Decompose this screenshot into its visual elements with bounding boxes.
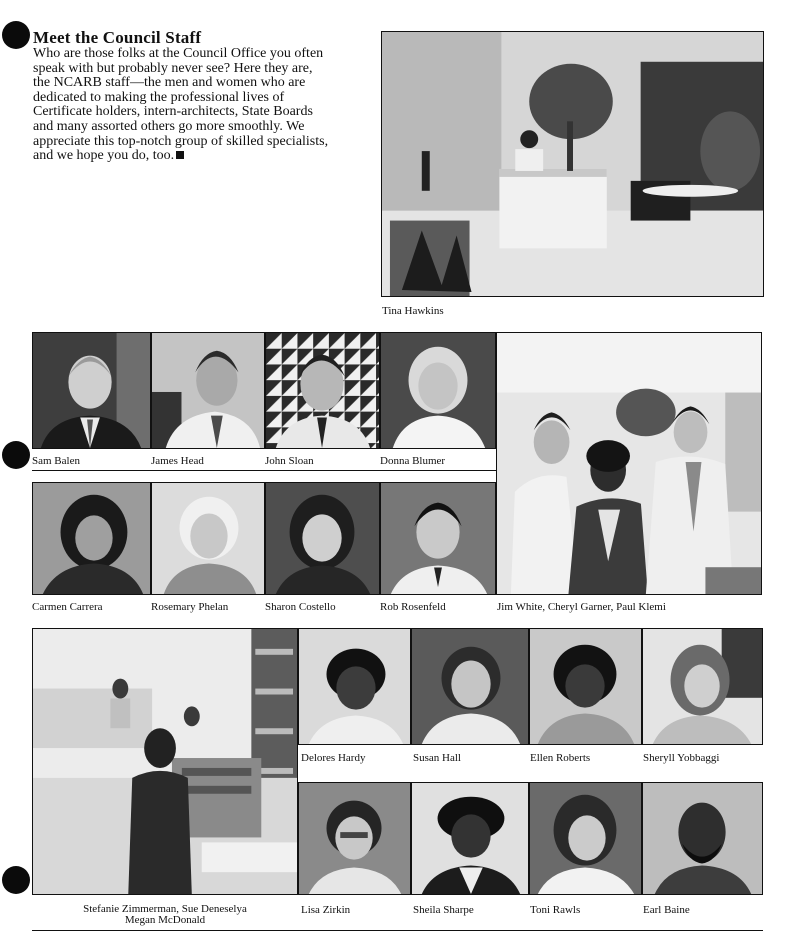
caption-office-group <box>32 904 298 926</box>
caption-ellen-roberts: Ellen Roberts <box>530 752 591 764</box>
portrait-susan-hall <box>411 628 529 745</box>
caption-james-head: James Head <box>151 455 204 467</box>
section-bullet-middle <box>2 441 30 469</box>
portrait-sheila-sharpe <box>411 782 529 895</box>
caption-lisa-zirkin: Lisa Zirkin <box>301 904 351 916</box>
intro-text: Who are those folks at the Council Office you often speak with but probably never see? Here they are, the NCARB staff—the men and women who are dedicated to making the professional lives of Certificate holders, intern-architects, State Boards and many assorted others go more smoothly. We appreciate this top-notch group of skilled specialists, and we hope you do, too. <box>33 46 329 164</box>
portrait-sharon-costello <box>265 482 380 595</box>
section-bullet-bottom <box>2 866 30 894</box>
portrait-lisa-zirkin <box>298 782 411 895</box>
portrait-earl-baine <box>642 782 763 895</box>
caption-office-group-line2: Megan McDonald <box>124 914 206 926</box>
caption-susan-hall: Susan Hall <box>413 752 461 764</box>
caption-earl-baine: Earl Baine <box>643 904 690 916</box>
caption-delores-hardy: Delores Hardy <box>301 752 366 764</box>
portrait-james-head <box>151 332 265 449</box>
photo-reception <box>381 31 764 297</box>
portrait-sheryll-yobbaggi <box>642 628 763 745</box>
page-bottom-rule <box>32 930 763 931</box>
caption-donna-blumer: Donna Blumer <box>380 455 446 467</box>
end-mark <box>176 151 184 159</box>
caption-rob-rosenfeld: Rob Rosenfeld <box>380 601 446 613</box>
portrait-ellen-roberts <box>529 628 642 745</box>
portrait-donna-blumer <box>380 332 496 449</box>
portrait-toni-rawls <box>529 782 642 895</box>
caption-sheryll-yobbaggi: Sheryll Yobbaggi <box>643 752 720 764</box>
article-intro <box>33 47 333 164</box>
article-title: Meet the Council Staff <box>33 28 202 47</box>
caption-sam-balen: Sam Balen <box>32 455 80 467</box>
photo-group-three <box>496 332 762 595</box>
row1-underline <box>32 470 496 471</box>
portrait-carmen-carrera <box>32 482 151 595</box>
section-bullet-top <box>2 21 30 49</box>
caption-rosemary-phelan: Rosemary Phelan <box>151 601 229 613</box>
portrait-delores-hardy <box>298 628 411 745</box>
caption-sheila-sharpe: Sheila Sharpe <box>413 904 474 916</box>
portrait-sam-balen <box>32 332 151 449</box>
photo-office-group <box>32 628 298 895</box>
caption-carmen-carrera: Carmen Carrera <box>32 601 103 613</box>
portrait-rob-rosenfeld <box>380 482 496 595</box>
portrait-john-sloan <box>265 332 380 449</box>
caption-john-sloan: John Sloan <box>265 455 314 467</box>
caption-toni-rawls: Toni Rawls <box>530 904 581 916</box>
caption-group-three: Jim White, Cheryl Garner, Paul Klemi <box>497 601 666 613</box>
portrait-rosemary-phelan <box>151 482 265 595</box>
caption-reception: Tina Hawkins <box>382 305 444 317</box>
caption-sharon-costello: Sharon Costello <box>265 601 336 613</box>
caption-office-group-line1: Stefanie Zimmerman, Sue Deneselya <box>83 903 247 915</box>
